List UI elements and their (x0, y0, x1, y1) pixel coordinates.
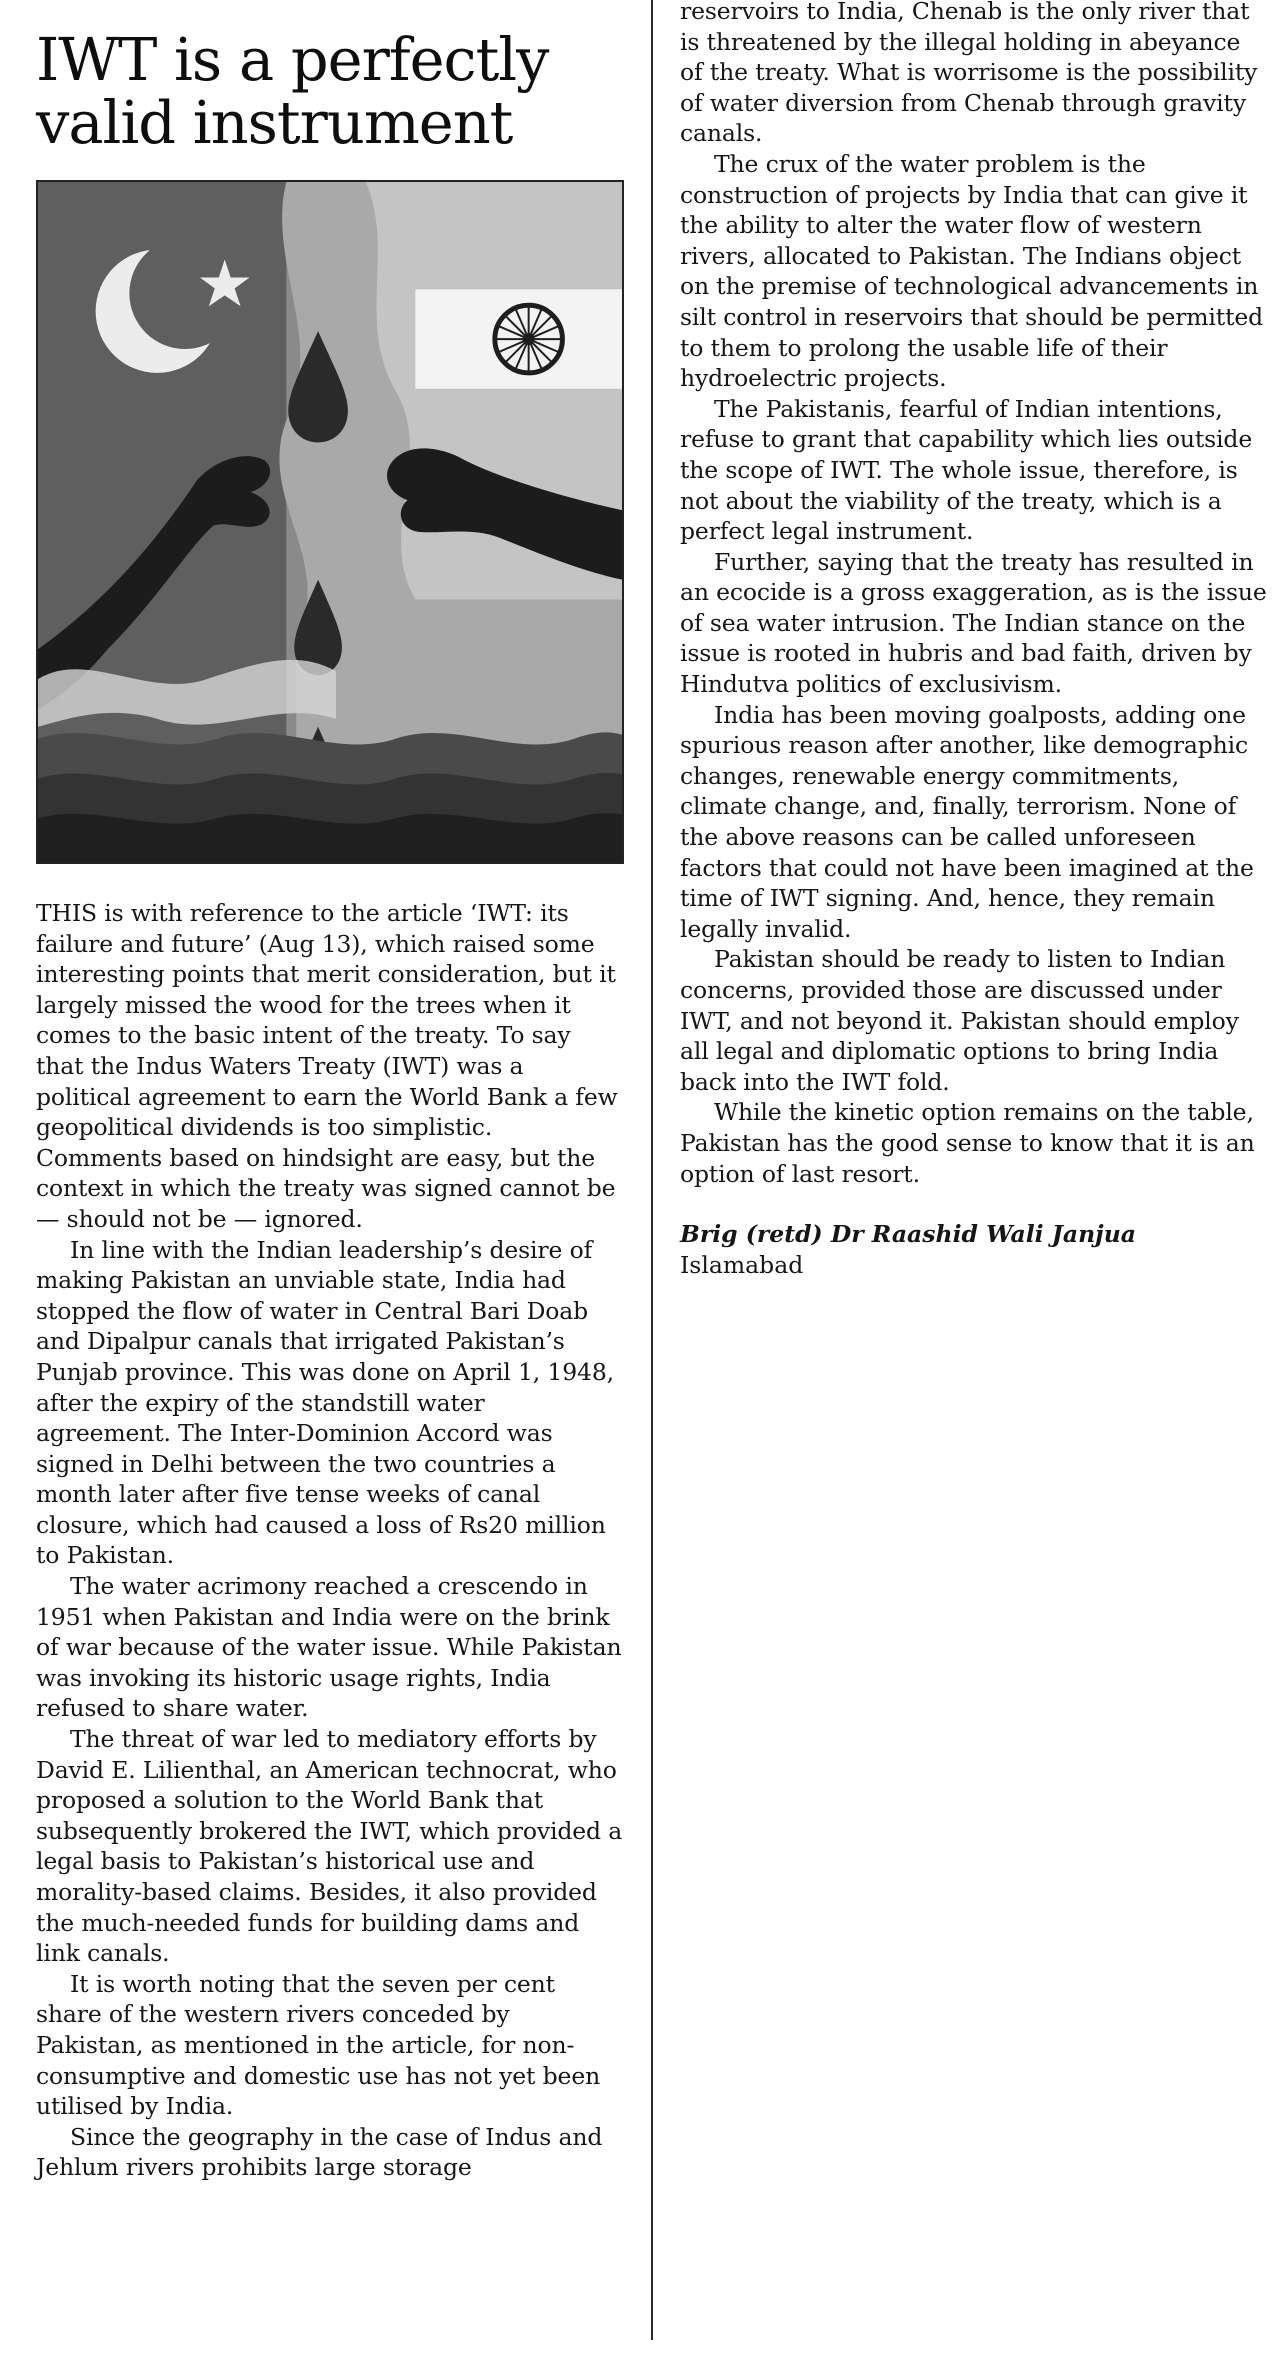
left-column (36, 0, 624, 2182)
column-divider (651, 0, 653, 2340)
paragraph: The threat of war led to mediatory efforts by David E. Lilienthal, an American technocrat, who proposed a solution to the World Bank that subsequently brokered the IWT, which provided a legal basis to Pakistan’s historical use and morality-based claims. Besides, it also provided the much-needed funds for building dams and link canals. (36, 1725, 623, 1968)
left-body-text (36, 898, 624, 2183)
paragraph: THIS is with reference to the article ‘IWT: its failure and future’ (Aug 13), which raised some interesting points that merit consideration, but it largely missed the wood for the trees when it comes to the basic intent of the treaty. To say that the Indus Waters Treaty (IWT) was a political agreement to earn the World Bank a few geopolitical dividends is too simplistic. Comments based on hindsight are easy, but the context in which the treaty was signed cannot be — should not be — ignored. (36, 899, 618, 1233)
paragraph: The crux of the water problem is the construction of projects by India that can give it the ability to alter the water flow of western rivers, allocated to Pakistan. The Indians object on the premise of technological advancements in silt control in reservoirs that should be permitted to them to prolong the usable life of their hydroelectric projects. (680, 149, 1264, 393)
paragraph: Since the geography in the case of Indus and Jehlum rivers prohibits large storage (36, 2122, 603, 2182)
paragraph: India has been moving goalposts, adding one spurious reason after another, like demographic changes, renewable energy commitments, climate change, and, finally, terrorism. None of the above reasons can be called unforeseen factors that could not have been imagined at the time of IWT signing. And, hence, they remain legally invalid. (680, 700, 1254, 943)
author-name: Brig (retd) Dr Raashid Wali Janjua (680, 1220, 1137, 1249)
right-body-text (680, 0, 1270, 1280)
paragraph: In line with the Indian leadership’s desire of making Pakistan an unviable state, India had stopped the flow of water in Central Bari Doab and Dipalpur canals that irrigated Pakistan’s Punjab province. This was done on April 1, 1948, after the expiry of the standstill water agreement. The Inter-Dominion Accord was signed in Delhi between the two countries a month later after five tense weeks of canal closure, which had caused a loss of Rs20 million to Pakistan. (36, 1235, 614, 1570)
illustration-icon (36, 180, 624, 864)
flag-chakra-icon (415, 289, 622, 388)
paragraph: It is worth noting that the seven per cent share of the western rivers conceded by Pakistan, as mentioned in the article, for non-consumptive and domestic use has not yet been utilised by India. (36, 1969, 601, 2121)
paragraph: Further, saying that the treaty has resulted in an ecocide is a gross exaggeration, as is the issue of sea water intrusion. The Indian stance on the issue is rooted in hubris and bad faith, driven by Hindutva politics of exclusivism. (680, 547, 1267, 699)
paragraph: While the kinetic option remains on the table, Pakistan has the good sense to know that it is an option of last resort. (680, 1098, 1255, 1188)
author-location: Islamabad (680, 1250, 804, 1279)
paragraph: The Pakistanis, fearful of Indian intentions, refuse to grant that capability which lies outside the scope of IWT. The whole issue, therefore, is not about the viability of the treaty, which is a perfect legal instrument. (680, 394, 1253, 546)
paragraph: reservoirs to India, Chenab is the only river that is threatened by the illegal holding in abeyance of the treaty. What is worrisome is the possibility of water diversion from Chenab through gravity canals. (680, 0, 1258, 148)
paragraph: Pakistan should be ready to listen to Indian concerns, provided those are discussed under IWT, and not beyond it. Pakistan should employ all legal and diplomatic options to bring India back into the IWT fold. (680, 945, 1239, 1096)
paragraph: The water acrimony reached a crescendo in 1951 when Pakistan and India were on the brink of war because of the water issue. While Pakistan was invoking its historic usage rights, India refused to share water. (36, 1572, 622, 1723)
headline: IWT is a perfectly valid instrument (36, 25, 549, 157)
